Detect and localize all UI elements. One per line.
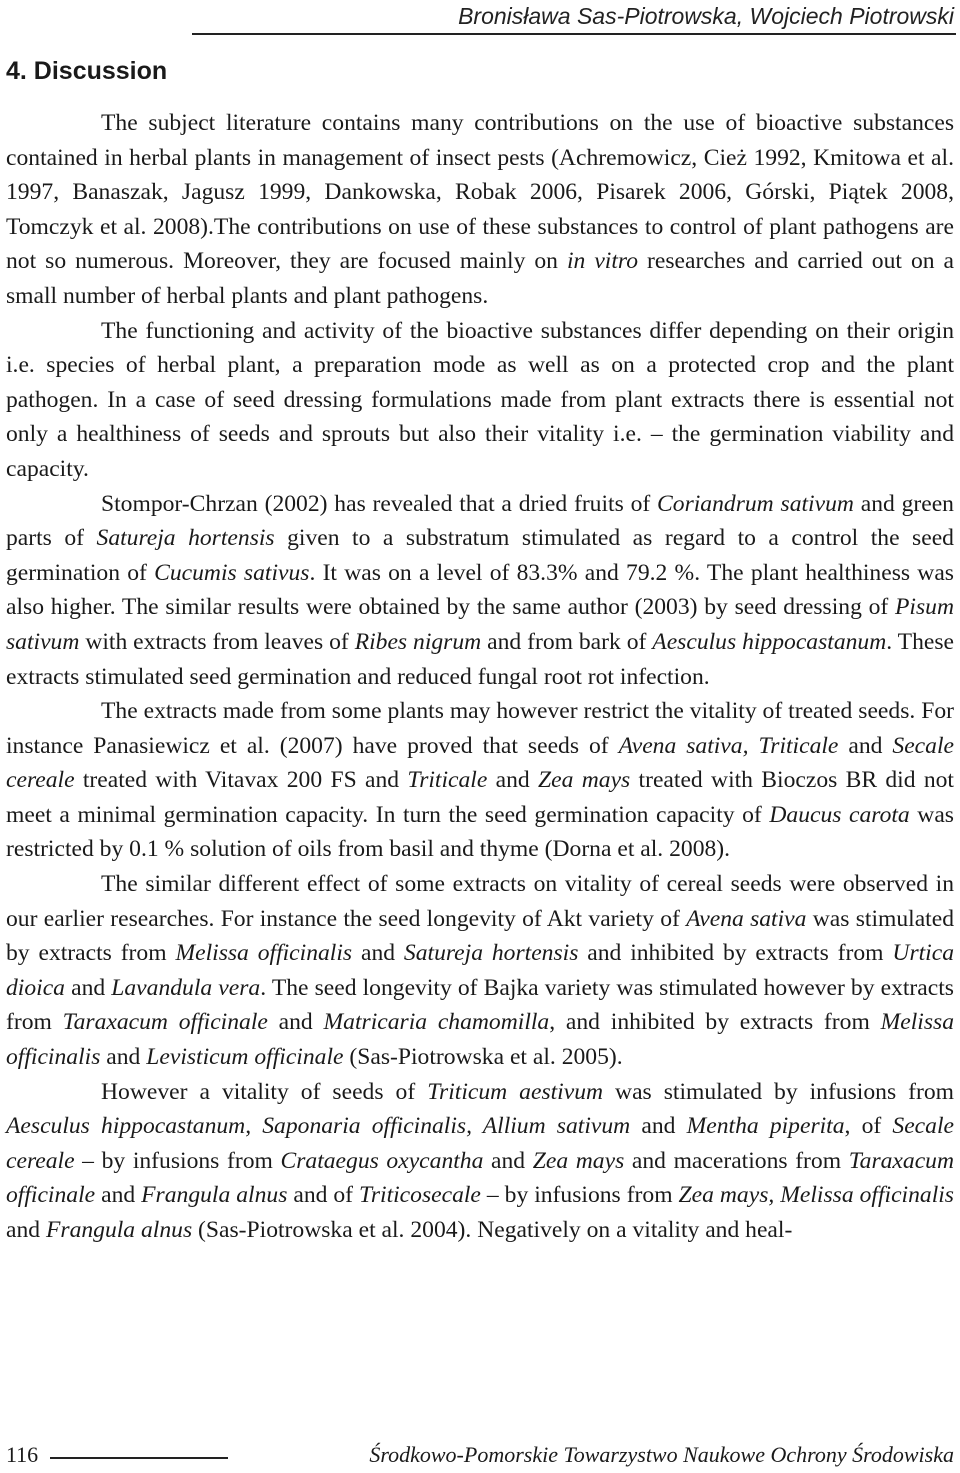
text-run: Stompor-Chrzan (2002) has revealed that a dried fruits of	[101, 490, 658, 517]
italic-text-run: Ribes nigrum	[354, 628, 482, 655]
italic-text-run: Taraxacum officinale	[6, 1147, 955, 1209]
italic-text-run: Frangula alnus	[141, 1182, 288, 1209]
italic-text-run: Coriandrum sativum	[657, 490, 854, 517]
text-run: and	[352, 940, 404, 967]
text-run: and	[6, 1217, 46, 1243]
italic-text-run: Melissa officinalis	[6, 1009, 954, 1071]
text-run: with extracts from leaves of	[79, 628, 355, 655]
text-run: researches and carried out on a small number of herbal plants and plant pathogens.	[6, 248, 955, 309]
italic-text-run: Crataegus oxycantha	[280, 1147, 484, 1174]
text-run: (Sas-Piotrowska et al. 2005).	[343, 1044, 623, 1071]
page-number: 116	[6, 1442, 39, 1467]
italic-text-run: Triticum aestivum	[427, 1078, 604, 1105]
text-run: The extracts made from some plants may however restrict the vitality of treated seeds. For instance Panasiewicz et al. (2007) have proved that seeds of	[6, 698, 954, 759]
text-run: and green parts of	[6, 490, 954, 552]
text-run: treated with Vitavax 200 FS and	[74, 767, 408, 794]
footer-society-name: Środkowo-Pomorskie Towarzystwo Naukowe Ochrony Środowiska	[369, 1442, 954, 1467]
text-run: given to a substratum stimulated as regard to a control the seed germination of	[6, 525, 954, 586]
text-run: was stimulated by infusions from	[603, 1078, 954, 1105]
paragraph	[6, 694, 954, 867]
text-run: and from bark of	[481, 628, 653, 655]
italic-text-run: Frangula alnus	[45, 1217, 193, 1243]
footer-rule	[50, 1457, 228, 1459]
text-run: and	[95, 1182, 142, 1209]
text-run: and	[838, 732, 893, 759]
italic-text-run: Matricaria chamomilla	[323, 1009, 550, 1036]
text-run: However a vitality of seeds of	[101, 1078, 428, 1105]
italic-text-run: Daucus carota	[769, 801, 910, 828]
paragraph	[6, 106, 954, 314]
italic-text-run: Cucumis sativus	[154, 559, 310, 586]
italic-text-run: Melissa officinalis	[175, 940, 353, 967]
italic-text-run: Aesculus hippocastanum	[652, 628, 887, 655]
text-run: treated with Bioczos BR did not meet a minimal germination capacity. In turn the seed germination capacity of	[6, 767, 954, 828]
text-run: (Sas-Piotrowska et al. 2004). Negatively on a vitality and heal-	[192, 1217, 793, 1243]
text-run: and	[267, 1009, 324, 1036]
italic-text-run: Pisum sativum	[6, 594, 954, 655]
text-run: and	[487, 767, 539, 794]
italic-text-run: Triticosecale	[359, 1182, 481, 1209]
text-run: and	[64, 974, 112, 1001]
text-run: and	[630, 1113, 687, 1140]
section-heading: 4. Discussion	[6, 57, 168, 85]
italic-text-run: Satureja hortensis	[403, 940, 579, 967]
text-run: was stimulated by extracts from	[6, 905, 954, 967]
text-run: and macerations from	[624, 1147, 849, 1174]
italic-text-run: Zea mays	[538, 767, 631, 794]
italic-text-run: Secale cereale	[6, 732, 954, 794]
italic-text-run: Mentha piperita	[686, 1113, 845, 1140]
text-run: , of	[844, 1113, 893, 1140]
text-run: . These extracts stimulated seed germination and reduced fungal root rot infection.	[6, 628, 954, 690]
italic-text-run: Secale cereale	[6, 1113, 954, 1174]
paragraph	[6, 487, 954, 695]
text-run: – by infusions from	[480, 1182, 679, 1209]
text-run: The subject literature contains many contributions on the use of bioactive substances contained in herbal plants in management of insect pests (Achremowicz, Cież 1992, Kmitowa et al. 1997, Banaszak, Jagusz 1999, Dankowska, Robak 2006, Pisarek 2006, Górski, Piątek 2008, Tomczyk et al. 2008).The contributions on use of these substances to control of plant pathogens are not so numerous. Moreover, they are focused mainly on	[6, 110, 954, 275]
italic-text-run: Avena sativa	[686, 905, 807, 932]
paragraph	[6, 1075, 954, 1248]
italic-text-run: Taraxacum officinale	[62, 1009, 268, 1036]
text-run: was restricted by 0.1 % solution of oils from basil and thyme (Dorna et al. 2008).	[6, 801, 954, 863]
article-body	[6, 106, 954, 1248]
text-run: The similar different effect of some extracts on vitality of cereal seeds were observed in our earlier researches. For instance the seed longevity of Akt variety of	[6, 871, 954, 932]
text-run: and of	[287, 1182, 360, 1209]
text-run: , and inhibited by extracts from	[549, 1009, 881, 1036]
italic-text-run: Urtica dioica	[6, 940, 955, 1001]
text-run: . It was on a level of 83.3% and 79.2 %. The plant healthiness was also higher. The similar results were obtained by the same author (2003) by seed dressing of	[6, 559, 954, 621]
header-rule	[192, 33, 956, 35]
italic-text-run: in vitro	[566, 248, 639, 275]
italic-text-run: Zea mays, Melissa officinalis	[678, 1182, 954, 1209]
italic-text-run: Aesculus hippocastanum, Saponaria officinalis, Allium sativum	[6, 1113, 631, 1140]
text-run: and	[483, 1147, 533, 1174]
text-run: and inhibited by extracts from	[578, 940, 893, 967]
italic-text-run: Zea mays	[532, 1147, 625, 1174]
italic-text-run: Levisticum officinale	[146, 1044, 344, 1071]
paragraph	[6, 314, 954, 487]
italic-text-run: Triticale	[407, 767, 488, 794]
italic-text-run: Satureja hortensis	[96, 525, 275, 552]
text-run: . The seed longevity of Bajka variety was stimulated however by extracts from	[6, 974, 954, 1036]
text-run: and	[100, 1044, 147, 1071]
italic-text-run: Lavandula vera	[111, 974, 261, 1001]
text-run: – by infusions from	[74, 1147, 281, 1174]
paragraph	[6, 867, 954, 1075]
running-header-authors: Bronisława Sas-Piotrowska, Wojciech Piotrowski	[458, 3, 954, 29]
italic-text-run: Avena sativa, Triticale	[618, 732, 839, 759]
text-run: The functioning and activity of the bioactive substances differ depending on their origin i.e. species of herbal plant, a preparation mode as well as on a protected crop and the plant pathogen. In a case of seed dressing formulations made from plant extracts there is essential not only a healthiness of seeds and sprouts but also their vitality i.e. – the germination viability and capacity.	[6, 317, 954, 482]
